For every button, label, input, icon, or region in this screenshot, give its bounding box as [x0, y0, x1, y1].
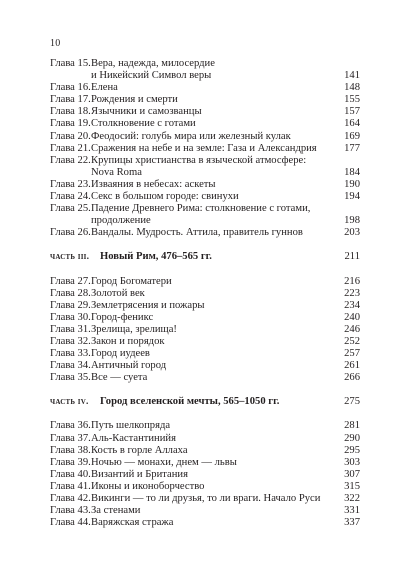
chapter-word: Глава	[50, 142, 75, 154]
chapter-title-line: Ночью — монахи, днем — львы	[91, 456, 237, 468]
chapter-title-line: Все — суета	[91, 372, 148, 384]
chapter-title	[91, 312, 326, 324]
chapter-label	[50, 106, 91, 118]
toc-entry	[50, 143, 360, 155]
chapter-label	[50, 191, 91, 203]
chapter-title	[91, 118, 326, 130]
chapter-title-line: Nova Roma	[91, 166, 142, 178]
chapter-title	[91, 505, 326, 517]
chapter-title-line: Язычники и самозванцы	[91, 106, 202, 118]
chapter-word: Глава	[50, 178, 75, 190]
part-title: Новый Рим, 476–565 гг.	[100, 251, 212, 263]
chapter-label	[50, 179, 91, 191]
chapter-label	[50, 469, 91, 481]
part-heading	[50, 396, 360, 408]
toc-entry	[50, 191, 360, 203]
toc-entry	[50, 336, 360, 348]
chapter-label	[50, 420, 91, 432]
chapter-number: 35.	[77, 372, 91, 384]
chapter-word: Глава	[50, 360, 75, 372]
toc-entry	[50, 433, 360, 445]
page-ref: 190	[344, 178, 360, 190]
page-ref: 240	[344, 311, 360, 323]
chapter-label	[50, 288, 91, 300]
chapter-title	[91, 131, 326, 143]
chapter-word: Глава	[50, 456, 75, 468]
chapter-number: 22.	[77, 154, 91, 166]
page-ref: 194	[344, 191, 360, 203]
chapter-title	[91, 481, 326, 493]
toc-entry	[50, 445, 360, 457]
chapter-number: 21.	[77, 142, 91, 154]
chapter-title	[91, 420, 326, 432]
toc-entry	[50, 505, 360, 517]
chapter-number: 17.	[77, 94, 91, 106]
chapter-label	[50, 348, 91, 360]
chapter-number: 32.	[77, 335, 91, 347]
page-ref: 216	[344, 275, 360, 287]
chapter-title	[91, 445, 326, 457]
chapter-title-line: Византий и Британия	[91, 468, 188, 480]
chapter-title-line: Сражения на небе и на земле: Газа и Александрия	[91, 142, 317, 154]
page-ref: 303	[344, 456, 360, 468]
chapter-title-line: Кость в горле Аллаха	[91, 444, 188, 456]
chapter-title	[91, 360, 326, 372]
page-ref: 295	[344, 444, 360, 456]
page-ref: 148	[344, 82, 360, 94]
chapter-number: 43.	[77, 505, 91, 517]
chapter-word: Глава	[50, 493, 75, 504]
chapter-label	[50, 457, 91, 469]
chapter-title-line: Аль-Кастантинийя	[91, 432, 176, 444]
toc-entry	[50, 372, 360, 384]
chapter-title-line: Изваяния в небесах: аскеты	[91, 178, 216, 190]
page-ref: 141	[344, 70, 360, 82]
chapter-word: Глава	[50, 94, 75, 106]
page-ref: 164	[344, 118, 360, 130]
chapter-number: 36.	[77, 420, 91, 432]
chapter-word: Глава	[50, 517, 75, 529]
toc-entry	[50, 360, 360, 372]
chapter-label	[50, 372, 91, 384]
toc-entry	[50, 106, 360, 118]
chapter-number: 41.	[77, 480, 91, 492]
chapter-title	[91, 143, 326, 155]
chapter-number: 44.	[77, 517, 91, 529]
toc-entry	[50, 82, 360, 94]
chapter-title-line: Золотой век	[91, 287, 145, 299]
chapter-label	[50, 493, 91, 505]
toc-entry	[50, 288, 360, 300]
chapter-title-line: Землетрясения и пожары	[91, 299, 205, 311]
page-ref: 203	[344, 227, 360, 239]
chapter-number: 37.	[77, 432, 91, 444]
chapter-label	[50, 82, 91, 94]
toc-entry	[50, 300, 360, 312]
page-ref: 223	[344, 287, 360, 299]
chapter-label	[50, 360, 91, 372]
chapter-number: 28.	[77, 287, 91, 299]
page-ref: 331	[344, 505, 360, 517]
page-ref: 177	[344, 142, 360, 154]
chapter-word: Глава	[50, 420, 75, 432]
chapter-word: Глава	[50, 191, 75, 203]
chapter-number: 26.	[77, 227, 91, 239]
page-ref: 315	[344, 480, 360, 492]
toc-entry	[50, 155, 360, 179]
page-ref: 234	[344, 299, 360, 311]
chapter-word: Глава	[50, 227, 75, 239]
chapter-number: 31.	[77, 323, 91, 335]
chapter-word: Глава	[50, 480, 75, 492]
chapter-label	[50, 94, 91, 106]
chapter-label	[50, 517, 91, 529]
chapter-title-line: Вера, надежда, милосердие	[91, 58, 215, 69]
chapter-title-line: Город иудеев	[91, 348, 150, 360]
chapter-title-line: Елена	[91, 82, 118, 94]
chapter-label	[50, 312, 91, 324]
chapter-number: 40.	[77, 468, 91, 480]
chapter-word: Глава	[50, 348, 75, 360]
chapter-word: Глава	[50, 311, 75, 323]
chapter-number: 24.	[77, 191, 91, 203]
chapter-title	[91, 94, 326, 106]
page-ref: 257	[344, 348, 360, 360]
chapter-number: 16.	[77, 82, 91, 94]
chapter-title-line: продолжение	[91, 215, 151, 227]
chapter-word: Глава	[50, 505, 75, 517]
page-ref: 290	[344, 432, 360, 444]
toc-entry	[50, 481, 360, 493]
toc-entry	[50, 324, 360, 336]
chapter-title-line: Античный город	[91, 360, 167, 372]
chapter-number: 34.	[77, 360, 91, 372]
chapter-title	[91, 155, 326, 179]
chapter-word: Глава	[50, 335, 75, 347]
chapter-title	[91, 276, 326, 288]
chapter-title	[91, 348, 326, 360]
chapter-label	[50, 481, 91, 493]
chapter-title	[91, 469, 326, 481]
chapter-title-line: Вандалы. Мудрость. Аттила, правитель гуннов	[91, 227, 303, 239]
chapter-title	[91, 372, 326, 384]
chapter-word: Глава	[50, 444, 75, 456]
chapter-word: Глава	[50, 372, 75, 384]
toc-entry	[50, 118, 360, 130]
chapter-number: 23.	[77, 178, 91, 190]
page-ref: 157	[344, 106, 360, 118]
toc-entry	[50, 58, 360, 82]
chapter-title	[91, 517, 326, 529]
toc-entry	[50, 517, 360, 529]
chapter-label	[50, 155, 91, 179]
chapter-label	[50, 300, 91, 312]
page-ref: 198	[344, 215, 360, 227]
toc-entry	[50, 179, 360, 191]
chapter-title-line: Варяжская стража	[91, 517, 174, 529]
chapter-title	[91, 493, 326, 505]
chapter-title-line: и Никейский Символ веры	[91, 70, 212, 82]
chapter-label	[50, 324, 91, 336]
chapter-word: Глава	[50, 106, 75, 118]
chapter-title-line: Рождения и смерти	[91, 94, 178, 106]
chapter-label	[50, 336, 91, 348]
page-ref: 252	[344, 335, 360, 347]
toc-entry	[50, 469, 360, 481]
chapter-label	[50, 276, 91, 288]
chapter-word: Глава	[50, 82, 75, 94]
chapter-title	[91, 336, 326, 348]
page-ref: 184	[344, 166, 360, 178]
chapter-title	[91, 288, 326, 300]
part-title: Город вселенской мечты, 565–1050 гг.	[100, 396, 280, 408]
chapter-word: Глава	[50, 299, 75, 311]
chapter-title	[91, 203, 326, 227]
toc-entry	[50, 131, 360, 143]
chapter-label	[50, 203, 91, 227]
chapter-number: 30.	[77, 311, 91, 323]
chapter-label	[50, 118, 91, 130]
chapter-word: Глава	[50, 432, 75, 444]
toc-entry	[50, 276, 360, 288]
page-ref: 337	[344, 517, 360, 529]
toc-entry	[50, 227, 360, 239]
chapter-title-line: Город-феникс	[91, 311, 154, 323]
chapter-word: Глава	[50, 323, 75, 335]
toc-entry	[50, 312, 360, 324]
chapter-number: 18.	[77, 106, 91, 118]
chapter-label	[50, 131, 91, 143]
page-ref: 266	[344, 372, 360, 384]
chapter-title-line: Падение Древнего Рима: столкновение с готами,	[91, 203, 311, 215]
chapter-title-line: Город Богоматери	[91, 275, 172, 287]
chapter-number: 27.	[77, 275, 91, 287]
page-ref: 211	[344, 251, 360, 263]
chapter-title	[91, 324, 326, 336]
chapter-title-line: Закон и порядок	[91, 335, 165, 347]
chapter-title-line: Столкновение с готами	[91, 118, 196, 130]
chapter-number: 33.	[77, 348, 91, 360]
page-ref: 261	[344, 360, 360, 372]
page-ref: 169	[344, 130, 360, 142]
chapter-word: Глава	[50, 468, 75, 480]
chapter-number: 25.	[77, 203, 91, 215]
page-ref: 322	[344, 493, 360, 504]
page-ref: 155	[344, 94, 360, 106]
toc-entry	[50, 457, 360, 469]
chapter-word: Глава	[50, 118, 75, 130]
page-number: 10	[50, 38, 61, 49]
chapter-number: 19.	[77, 118, 91, 130]
chapter-label	[50, 445, 91, 457]
chapter-title	[91, 106, 326, 118]
chapter-title-line: Секс в большом городе: свинухи	[91, 191, 239, 203]
chapter-label	[50, 143, 91, 155]
part-heading	[50, 251, 360, 263]
chapter-title-line: Крупицы христианства в языческой атмосфере:	[91, 154, 307, 166]
chapter-title	[91, 179, 326, 191]
chapter-title	[91, 433, 326, 445]
part-label: часть iv.	[50, 396, 89, 408]
chapter-number: 15.	[77, 58, 91, 69]
page-ref: 281	[344, 420, 360, 432]
chapter-word: Глава	[50, 203, 75, 215]
chapter-word: Глава	[50, 154, 75, 166]
toc-entry	[50, 420, 360, 432]
chapter-number: 20.	[77, 130, 91, 142]
chapter-title	[91, 82, 326, 94]
chapter-word: Глава	[50, 287, 75, 299]
chapter-number: 42.	[77, 493, 91, 504]
chapter-title	[91, 191, 326, 203]
toc-entry	[50, 493, 360, 505]
chapter-title-line: Феодосий: голубь мира или железный кулак	[91, 130, 291, 142]
page-ref: 246	[344, 323, 360, 335]
page-ref: 275	[344, 396, 360, 408]
chapter-title	[91, 300, 326, 312]
chapter-word: Глава	[50, 130, 75, 142]
chapter-title	[91, 58, 326, 82]
chapter-word: Глава	[50, 275, 75, 287]
chapter-title-line: Путь шелкопряда	[91, 420, 171, 432]
chapter-title	[91, 227, 326, 239]
chapter-title	[91, 457, 326, 469]
chapter-word: Глава	[50, 58, 75, 69]
chapter-label	[50, 58, 91, 82]
chapter-title-line: За стенами	[91, 505, 141, 517]
toc-entry	[50, 348, 360, 360]
part-label: часть iii.	[50, 251, 90, 263]
chapter-label	[50, 227, 91, 239]
chapter-title-line: Иконы и иконоборчество	[91, 480, 205, 492]
table-of-contents	[50, 58, 360, 529]
page-ref: 307	[344, 468, 360, 480]
chapter-number: 38.	[77, 444, 91, 456]
chapter-title-line: Зрелища, зрелища!	[91, 323, 177, 335]
chapter-label	[50, 505, 91, 517]
chapter-label	[50, 433, 91, 445]
toc-entry	[50, 94, 360, 106]
chapter-number: 39.	[77, 456, 91, 468]
toc-entry	[50, 203, 360, 227]
chapter-title-line: Викинги — то ли друзья, то ли враги. Начало Руси	[91, 493, 321, 504]
chapter-number: 29.	[77, 299, 91, 311]
